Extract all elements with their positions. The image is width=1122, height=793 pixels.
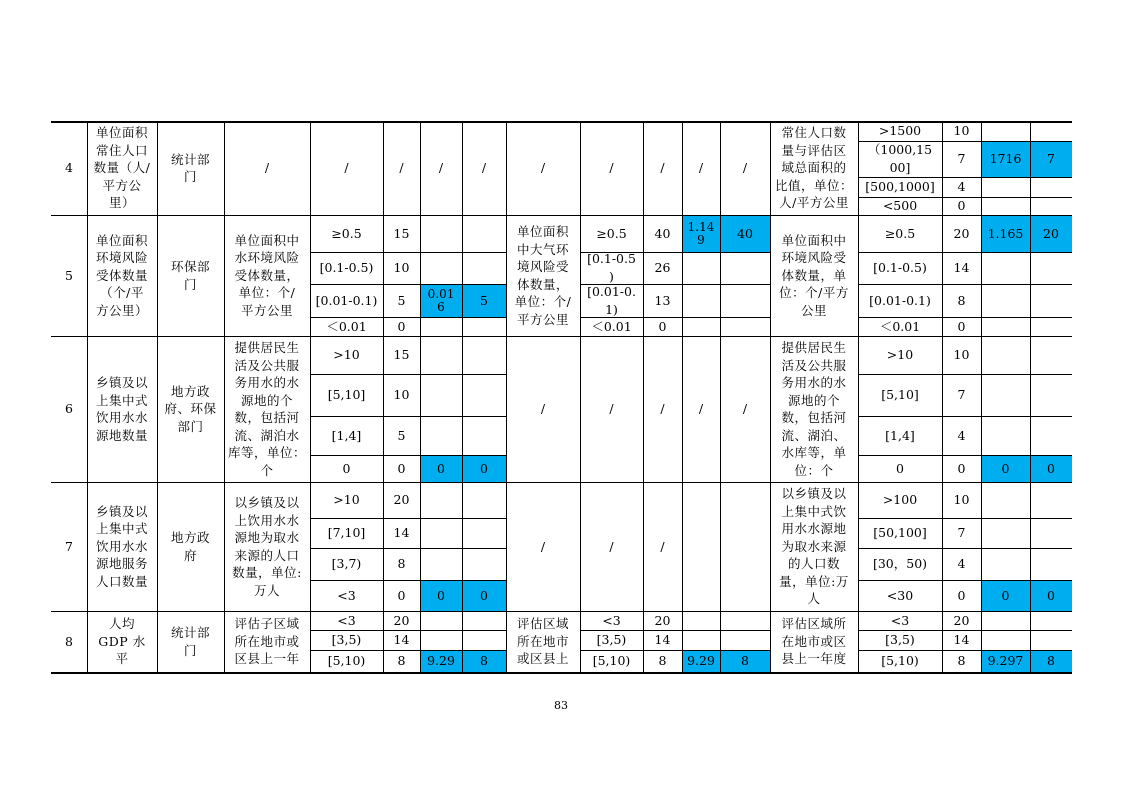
threshold-cell: >10 — [333, 492, 360, 507]
score-cell: 10 — [393, 260, 410, 275]
threshold-cell: [0.01-0. 1) — [587, 284, 636, 317]
indicator-description: 单位面积中 水环境风险 受体数量， 单位：个/ 平方公里 — [234, 232, 300, 318]
threshold-cell: [500,1000] — [865, 179, 935, 194]
score-cell: 13 — [654, 292, 671, 308]
value-cell: 0 — [437, 587, 445, 603]
threshold-cell: [1,4] — [331, 427, 362, 443]
score-cell: 14 — [393, 632, 410, 647]
value-score-cell: 0 — [1047, 587, 1055, 603]
threshold-cell: [3,7) — [331, 556, 362, 571]
threshold-cell: ＜0.01 — [326, 318, 367, 334]
row-number: 4 — [65, 160, 73, 175]
threshold-cell: [0.01-0.1) — [869, 292, 931, 308]
value-score-cell: 0 — [480, 587, 488, 603]
empty-slash: / — [399, 160, 404, 175]
threshold-cell: >10 — [333, 347, 360, 362]
threshold-cell: <3 — [602, 612, 621, 628]
indicator-description: 以乡镇及以 上集中式饮 用水水源地 为取水来源 的人口数 量，单位:万 人 — [779, 486, 849, 607]
score-cell: 0 — [397, 587, 406, 603]
value-cell: 1.14 9 — [687, 219, 715, 247]
empty-slash: / — [344, 160, 349, 175]
score-cell: 14 — [654, 632, 671, 647]
score-cell: 5 — [397, 292, 406, 308]
score-cell: 0 — [957, 460, 966, 476]
score-cell: 14 — [393, 525, 410, 540]
score-cell: 10 — [953, 347, 970, 362]
score-cell: 26 — [654, 260, 671, 275]
threshold-cell: [3,5) — [596, 632, 627, 647]
score-cell: 20 — [654, 612, 671, 628]
indicator-description: 单位面积 中大气环 境风险受 体数量， 单位：个/ 平方公里 — [514, 224, 572, 327]
indicator-description: 单位面积中 环境风险受 体数量，单 位：个/平方 公里 — [779, 232, 849, 318]
threshold-cell: >1500 — [878, 123, 922, 138]
threshold-cell: [5,10) — [327, 653, 366, 668]
score-cell: 14 — [953, 632, 970, 647]
indicator-description: 以乡镇及以 上饮用水水 源地为取水 来源的人口 数量，单位: 万人 — [232, 495, 302, 598]
value-cell: 1716 — [989, 151, 1022, 166]
score-cell: 10 — [953, 492, 970, 507]
value-cell: 0 — [437, 460, 445, 476]
threshold-cell: 0 — [896, 460, 904, 476]
threshold-cell: 0 — [342, 460, 351, 476]
score-cell: 15 — [393, 347, 410, 362]
score-cell: 40 — [654, 225, 671, 241]
threshold-cell: [30，50) — [872, 556, 928, 571]
empty-slash: / — [609, 160, 614, 175]
value-score-cell: 5 — [480, 292, 488, 308]
value-score-cell: 20 — [1043, 225, 1059, 241]
empty-slash: / — [660, 401, 665, 416]
threshold-cell: ＜0.01 — [591, 318, 632, 334]
indicator-description: 常住人口数 量与评估区 域总面积的 比值，单位： 人/平方公里 — [774, 125, 853, 211]
score-cell: 8 — [397, 556, 406, 571]
value-score-cell: 0 — [480, 460, 488, 476]
score-cell: 8 — [658, 653, 667, 668]
threshold-cell: <3 — [890, 612, 910, 628]
score-cell: 0 — [397, 460, 406, 476]
threshold-cell: （1000,15 00] — [867, 142, 933, 175]
threshold-cell: [0.1-0.5 ) — [587, 252, 636, 284]
empty-slash: / — [660, 160, 665, 175]
page-number: 83 — [554, 699, 568, 712]
score-cell: 10 — [953, 123, 970, 138]
empty-slash: / — [609, 401, 614, 416]
data-source: 统计部 门 — [170, 151, 210, 184]
value-cell: 9.297 — [987, 653, 1024, 668]
indicator-name: 单位面积 常住人口 数量（人/ 平方公 里） — [93, 125, 151, 211]
empty-slash: / — [540, 160, 546, 175]
threshold-cell: [1,4] — [885, 427, 915, 443]
score-cell: 0 — [397, 318, 406, 334]
score-cell: 0 — [957, 318, 966, 334]
value-score-cell: 0 — [1047, 460, 1055, 476]
value-score-cell: 8 — [741, 653, 749, 668]
threshold-cell: [5,10] — [881, 387, 919, 402]
empty-slash: / — [481, 160, 487, 175]
value-score-cell: 8 — [480, 653, 488, 668]
empty-slash: / — [609, 538, 614, 554]
score-cell: 8 — [957, 292, 966, 308]
score-cell: 8 — [957, 653, 966, 668]
threshold-cell: [0.1-0.5) — [873, 260, 927, 275]
threshold-cell: [5,10] — [327, 387, 366, 402]
indicator-description: 评估区域 所在地市 或区县上 — [516, 616, 569, 667]
score-cell: 5 — [397, 427, 406, 443]
score-cell: 20 — [393, 492, 410, 507]
threshold-cell: [7,10] — [327, 525, 366, 540]
threshold-cell: >10 — [886, 347, 914, 362]
row-number: 8 — [65, 633, 73, 649]
value-score-cell: 7 — [1047, 151, 1055, 166]
threshold-cell: [0.1-0.5) — [319, 260, 374, 275]
value-cell: 0 — [1001, 460, 1010, 476]
value-cell: 1.165 — [987, 225, 1024, 241]
data-source: 地方政 府 — [170, 530, 210, 563]
indicator-description: 提供居民生 活及公共服 务用水的水 源地的个 数，包括河 流、湖泊、 水库等，单 位：个 — [781, 340, 847, 478]
score-cell: 20 — [393, 612, 410, 628]
threshold-cell: ≥0.5 — [596, 225, 627, 241]
empty-slash: / — [698, 160, 704, 175]
threshold-cell: ≥0.5 — [884, 225, 916, 241]
value-cell: 9.29 — [687, 653, 715, 668]
empty-slash: / — [264, 160, 270, 175]
score-cell: 10 — [393, 387, 410, 402]
threshold-cell: [0.01-0.1) — [315, 292, 378, 308]
threshold-cell: [50,100] — [873, 525, 927, 540]
indicator-name: 乡镇及以 上集中式 饮用水水 源地数量 — [95, 375, 148, 443]
data-source: 地方政 府、环保 部门 — [164, 383, 217, 434]
score-cell: 4 — [957, 556, 966, 571]
score-cell: 20 — [953, 612, 970, 628]
data-source: 统计部 门 — [170, 625, 210, 658]
value-score-cell: 8 — [1047, 653, 1055, 668]
score-cell: 4 — [957, 179, 966, 194]
row-number: 7 — [65, 538, 73, 554]
score-cell: 15 — [393, 225, 410, 241]
indicator-description: 评估区域所 在地市或区 县上一年度 — [781, 616, 847, 667]
threshold-cell: <3 — [337, 587, 356, 603]
value-cell: 0.01 6 — [427, 286, 455, 314]
empty-slash: / — [742, 401, 748, 416]
score-cell: 7 — [957, 151, 966, 166]
empty-slash: / — [540, 538, 546, 554]
score-cell: 0 — [658, 318, 667, 334]
threshold-cell: [5,10) — [881, 653, 919, 668]
score-cell: 7 — [957, 525, 966, 540]
threshold-cell: <30 — [886, 587, 914, 603]
threshold-cell: [3,5) — [331, 632, 362, 647]
threshold-cell: >100 — [882, 492, 918, 507]
value-cell: 0 — [1001, 587, 1010, 603]
value-score-cell: 40 — [737, 225, 753, 241]
row-number: 6 — [65, 401, 73, 416]
threshold-cell: ＜0.01 — [879, 318, 921, 334]
empty-slash: / — [438, 160, 444, 175]
score-cell: 8 — [397, 653, 406, 668]
indicator-name: 人均 GDP 水 平 — [98, 616, 146, 667]
indicator-name: 乡镇及以 上集中式 饮用水水 源地服务 人口数量 — [95, 503, 148, 589]
indicator-description: 提供居民生 活及公共服 务用水的水 源地的个 数，包括河 流、湖泊水 库等，单位： 个 — [227, 340, 306, 478]
threshold-cell: <500 — [882, 198, 918, 213]
threshold-cell: ≥0.5 — [331, 225, 362, 241]
score-cell: 20 — [953, 225, 970, 241]
data-source: 环保部 门 — [170, 259, 210, 292]
empty-slash: / — [742, 160, 748, 175]
score-cell: 4 — [957, 427, 966, 443]
table-rule — [51, 672, 1072, 674]
threshold-cell: [3,5) — [885, 632, 915, 647]
row-number: 5 — [65, 267, 73, 283]
value-cell: 9.29 — [427, 653, 455, 668]
indicator-description: 评估子区域 所在地市或 区县上一年 — [234, 616, 300, 667]
score-cell: 0 — [957, 587, 966, 603]
score-cell: 7 — [957, 387, 966, 402]
empty-slash: / — [660, 538, 665, 554]
score-cell: 14 — [953, 260, 970, 275]
score-cell: 0 — [957, 198, 966, 213]
threshold-cell: [5,10) — [592, 653, 631, 668]
indicator-name: 单位面积 环境风险 受体数量 （个/平 方公里） — [95, 232, 148, 318]
empty-slash: / — [698, 401, 704, 416]
empty-slash: / — [540, 401, 546, 416]
threshold-cell: <3 — [337, 612, 356, 628]
